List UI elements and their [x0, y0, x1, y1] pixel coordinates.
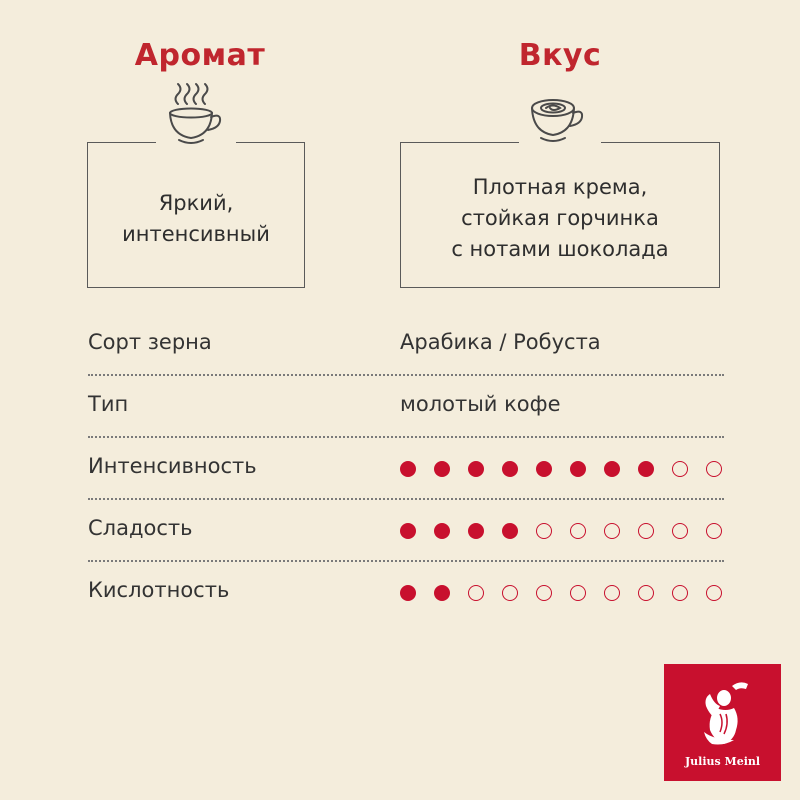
- spec-label-acidity: Кислотность: [88, 578, 230, 602]
- spec-value-bean: Арабика / Робуста: [400, 330, 601, 354]
- spec-row-intensity: [88, 438, 724, 500]
- spec-row-bean: [88, 314, 724, 376]
- intensity-dot-empty: [706, 461, 722, 477]
- intensity-dot-filled: [434, 461, 450, 477]
- sweetness-dot-empty: [706, 523, 722, 539]
- taste-box: [400, 142, 720, 288]
- sweetness-dot-filled: [502, 523, 518, 539]
- acidity-dot-filled: [434, 585, 450, 601]
- intensity-dot-filled: [400, 461, 416, 477]
- acidity-dot-empty: [502, 585, 518, 601]
- acidity-dot-empty: [468, 585, 484, 601]
- spec-row-acidity: [88, 562, 724, 624]
- brand-name: Julius Meinl: [684, 755, 761, 768]
- brand-logo: [664, 664, 781, 781]
- intensity-dot-filled: [502, 461, 518, 477]
- aroma-description: Яркий, интенсивный: [122, 190, 270, 246]
- sweetness-dot-filled: [468, 523, 484, 539]
- sweetness-dot-empty: [672, 523, 688, 539]
- spec-value-type: молотый кофе: [400, 392, 561, 416]
- sweetness-dot-filled: [434, 523, 450, 539]
- intensity-dot-filled: [570, 461, 586, 477]
- spec-row-sweetness: [88, 500, 724, 562]
- intensity-dot-filled: [468, 461, 484, 477]
- aroma-box: [87, 142, 305, 288]
- sweetness-dot-filled: [400, 523, 416, 539]
- sweetness-dot-empty: [638, 523, 654, 539]
- acidity-dot-empty: [536, 585, 552, 601]
- sweetness-dot-empty: [604, 523, 620, 539]
- spec-label-bean: Сорт зерна: [88, 330, 212, 354]
- taste-title: Вкус: [518, 38, 602, 73]
- spec-label-type: Тип: [88, 392, 129, 416]
- intensity-dot-filled: [604, 461, 620, 477]
- acidity-dot-empty: [706, 585, 722, 601]
- sweetness-dot-empty: [536, 523, 552, 539]
- acidity-dot-empty: [570, 585, 586, 601]
- sweetness-dot-empty: [570, 523, 586, 539]
- acidity-dot-empty: [638, 585, 654, 601]
- acidity-dot-empty: [604, 585, 620, 601]
- moor-boy-logo-icon: [664, 664, 781, 754]
- intensity-dot-empty: [672, 461, 688, 477]
- acidity-dot-empty: [672, 585, 688, 601]
- spec-label-sweetness: Сладость: [88, 516, 193, 540]
- spec-label-intensity: Интенсивность: [88, 454, 257, 478]
- acidity-dot-filled: [400, 585, 416, 601]
- intensity-dot-filled: [638, 461, 654, 477]
- taste-description: Плотная крема, стойкая горчинка с нотами шоколада: [451, 175, 669, 261]
- intensity-dot-filled: [536, 461, 552, 477]
- spec-row-type: [88, 376, 724, 438]
- aroma-title: Аромат: [134, 38, 266, 73]
